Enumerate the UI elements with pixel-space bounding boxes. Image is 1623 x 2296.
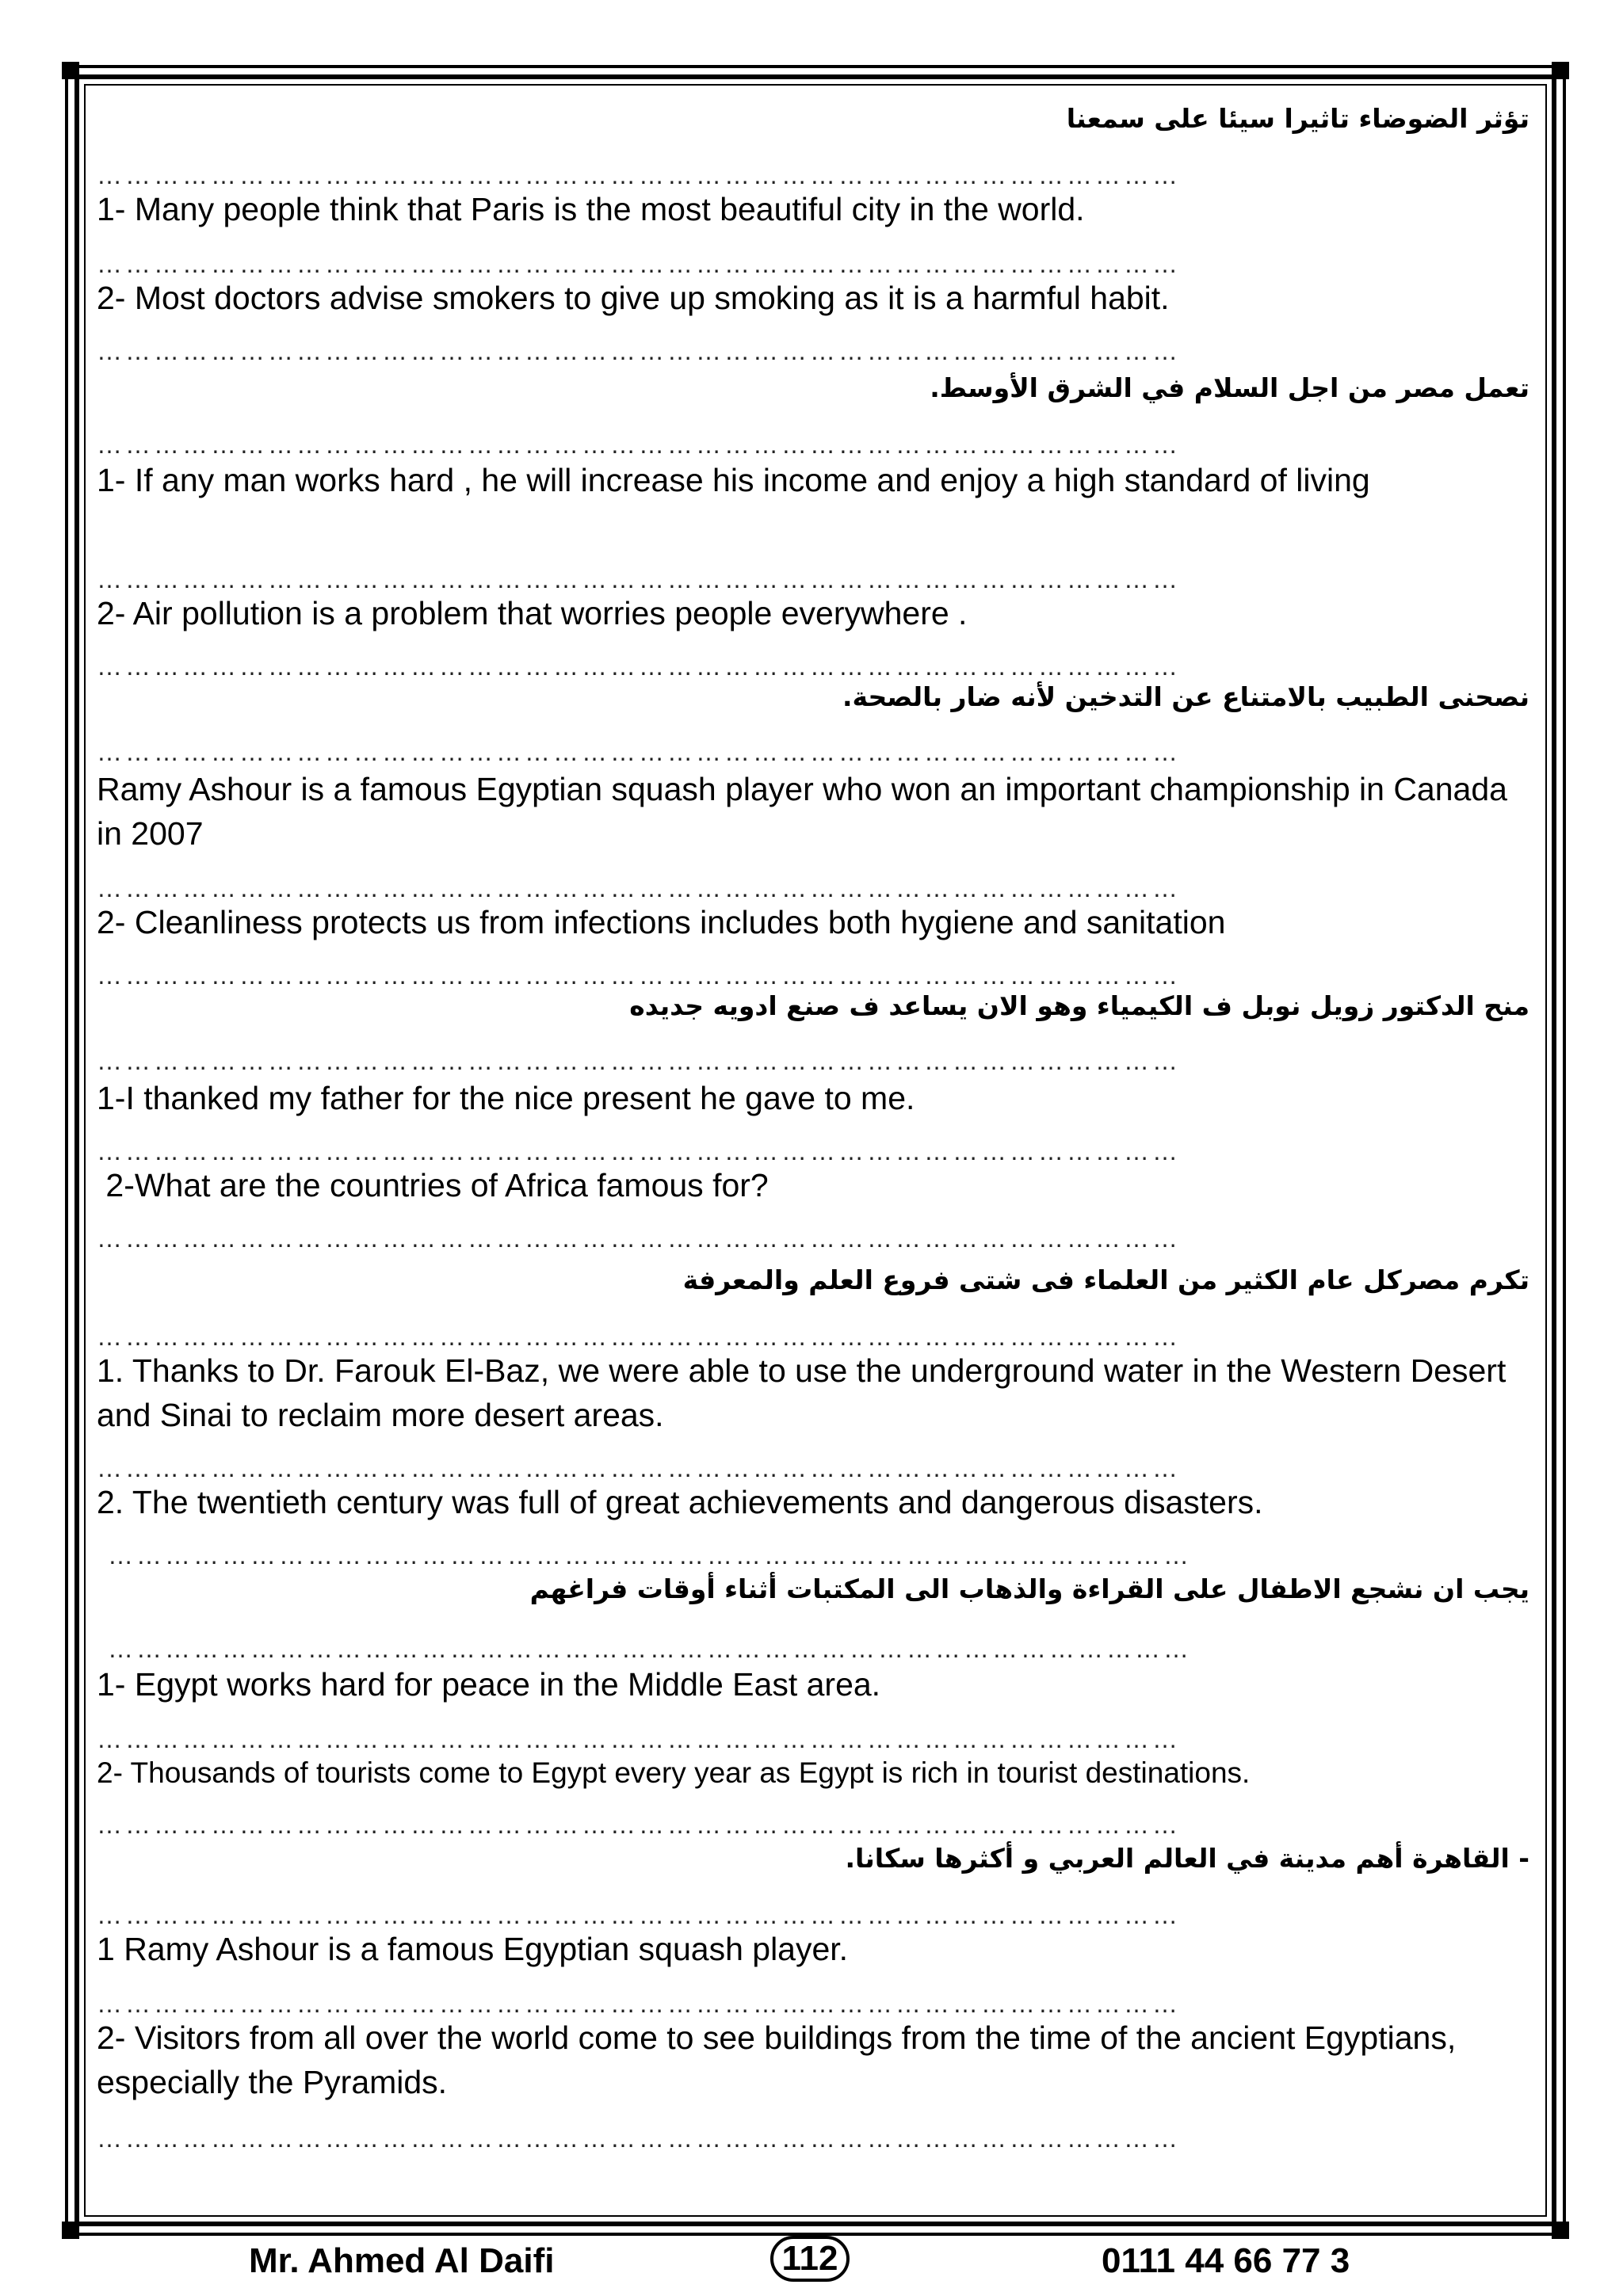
answer-line[interactable]: …………………………………………………………………………………………………… (97, 1903, 1181, 1927)
answer-line[interactable]: …………………………………………………………………………………………………… (97, 1727, 1181, 1751)
answer-line[interactable]: …………………………………………………………………………………………………… (97, 654, 1181, 678)
answer-line[interactable]: …………………………………………………………………………………………………… (97, 433, 1181, 456)
corner-ornament-top-left (62, 62, 79, 79)
example-sentence: 1. Thanks to Dr. Farouk El-Baz, we were able to use the underground water in the Western Desert and Sinai to reclaim more desert areas. (97, 1352, 1507, 1433)
example-sentence: 1-I thanked my father for the nice present he gave to me. (97, 1080, 915, 1116)
answer-line[interactable]: …………………………………………………………………………………………………… (97, 1226, 1181, 1250)
example-sentence: 2- Visitors from all over the world come to see buildings from the time of the ancient Egyptians, especially the Pyramids. (97, 2019, 1457, 2100)
example-sentence: Ramy Ashour is a famous Egyptian squash player who won an important championship in Canada in 2007 (97, 771, 1507, 852)
answer-line[interactable]: …………………………………………………………………………………………………… (97, 1992, 1181, 2016)
example-sentence: 2- Cleanliness protects us from infections includes both hygiene and sanitation (97, 904, 1226, 940)
answer-line[interactable]: …………………………………………………………………………………………………… (97, 567, 1181, 591)
footer-author: Mr. Ahmed Al Daifi (249, 2241, 555, 2280)
example-sentence: 1- Egypt works hard for peace in the Middle East area. (97, 1666, 881, 1703)
answer-line[interactable]: …………………………………………………………………………………………………… (97, 2126, 1181, 2150)
example-sentence: 2. The twentieth century was full of great achievements and dangerous disasters. (97, 1484, 1263, 1520)
worksheet-content (97, 89, 1529, 2180)
arabic-prompt: تعمل مصر من اجل السلام في الشرق الأوسط. (930, 372, 1529, 403)
answer-line[interactable]: …………………………………………………………………………………………………… (97, 740, 1181, 764)
answer-line[interactable]: …………………………………………………………………………………………………… (108, 1637, 1192, 1661)
answer-line[interactable]: …………………………………………………………………………………………………… (97, 963, 1181, 987)
example-sentence: 2- Air pollution is a problem that worries people everywhere . (97, 595, 968, 631)
answer-line[interactable]: …………………………………………………………………………………………………… (97, 1456, 1181, 1480)
example-sentence: 2- Thousands of tourists come to Egypt every year as Egypt is rich in tourist destinations. (97, 1756, 1251, 1789)
corner-ornament-bottom-right (1552, 2222, 1569, 2239)
answer-line[interactable]: …………………………………………………………………………………………………… (97, 339, 1181, 363)
example-sentence: 2- Most doctors advise smokers to give up smoking as it is a harmful habit. (97, 280, 1170, 316)
example-sentence: 1 Ramy Ashour is a famous Egyptian squash player. (97, 1931, 849, 1967)
arabic-prompt: تكرم مصركل عام الكثير من العلماء فى شتى فروع العلم والمعرفة (682, 1264, 1529, 1295)
answer-line[interactable]: …………………………………………………………………………………………………… (97, 1325, 1181, 1348)
footer-phone: 0111 44 66 77 3 (1102, 2241, 1350, 2280)
example-sentence: 1- If any man works hard , he will increase his income and enjoy a high standard of living (97, 462, 1370, 498)
arabic-prompt: يجب ان نشجع الاطفال على القراءة والذهاب الى المكتبات أثناء أوقات فراغهم (529, 1573, 1529, 1604)
example-sentence: 1- Many people think that Paris is the most beautiful city in the world. (97, 191, 1085, 227)
example-sentence: 2-What are the countries of Africa famous for? (97, 1167, 769, 1203)
arabic-prompt: نصحنى الطبيب بالامتناع عن التدخين لأنه ضار بالصحة. (842, 681, 1529, 712)
answer-line[interactable]: …………………………………………………………………………………………………… (97, 252, 1181, 276)
arabic-prompt: تؤثر الضوضاء تاثيرا سيئا على سمعنا (1066, 103, 1529, 134)
arabic-prompt: - القاهرة أهم مدينة في العالم العربي و أكثرها سكانا. (845, 1843, 1529, 1874)
answer-line[interactable]: …………………………………………………………………………………………………… (97, 163, 1181, 187)
answer-line[interactable]: …………………………………………………………………………………………………… (97, 1813, 1181, 1836)
answer-line[interactable]: …………………………………………………………………………………………………… (97, 1139, 1181, 1163)
page-number-badge: 112 (770, 2236, 850, 2282)
corner-ornament-top-right (1552, 62, 1569, 79)
arabic-prompt: منح الدكتور زويل نوبل ف الكيمياء وهو الان يساعد ف صنع ادويه جديده (629, 990, 1529, 1021)
answer-line[interactable]: …………………………………………………………………………………………………… (108, 1543, 1192, 1567)
answer-line[interactable]: …………………………………………………………………………………………………… (97, 1049, 1181, 1073)
answer-line[interactable]: …………………………………………………………………………………………………… (97, 876, 1181, 900)
corner-ornament-bottom-left (62, 2222, 79, 2239)
